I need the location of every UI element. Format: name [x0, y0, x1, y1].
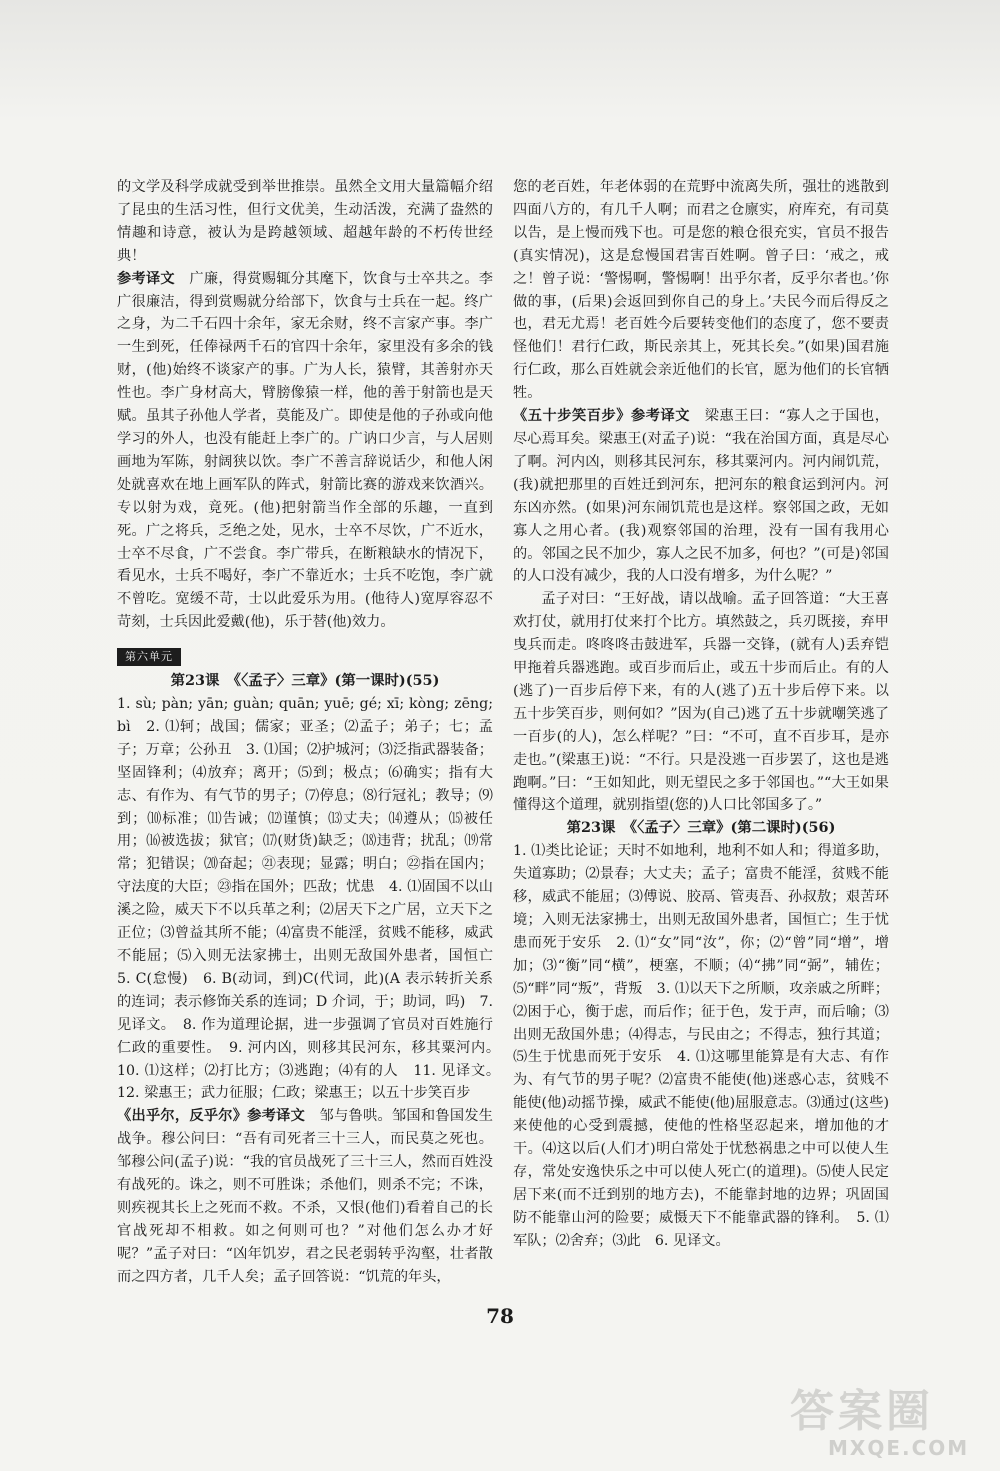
- answers-lesson-1: 1. sù; pàn; yān; guàn; quān; yuē; gé; xī; kòng; zēng; bì 2. ⑴轲；战国；儒家；亚圣；⑵孟子；弟子；七；孟子；万章；公孙丑 3. ⑴国；⑵护城河；⑶泛指武器装备；坚固锋利；⑷放弃；离开；⑸到；极点；⑹确实；指有大志、有作为、有气节的男子；⑺停息；⑻行冠礼；教导；⑼到；⑽标准；⑾告诫；⑿谨慎；⒀丈夫；⒁遵从；⒂被任用；⒃被选拔；狱官；⒄(财货)缺乏；⒅违背；扰乱；⒆常常；犯错误；⒇奋起；㉑表现；显露；明白；㉒指在国内；守法度的大臣；㉓指在国外；匹敌；忧患 4. ⑴固国不以山溪之险，威天下不以兵革之利；⑵居天下之广居，立天下之正位；⑶曾益其所不能；⑷富贵不能淫，贫贱不能移，威武不能屈；⑸入则无法家拂士，出则无敌国外患者，国恒亡 5. C(怠慢) 6. B(动词，到)C(代词，此)(A 表示转折关系的连词；表示修饰关系的连词；D 介词，于；助词，吗) 7. 见译文。 8. 作为道理论据，进一步强调了官员对百姓施行仁政的重要性。 9. 河内凶，则移其民河东，移其粟河内。 10. ⑴这样；⑵打比方；⑶逃跑；⑷有的人 11. 见译文。 12. 梁惠王；武力征服；仁政；梁惠王；以五十步笑百步: [117, 696, 508, 1102]
- translation-label: 《五十步笑百步》参考译文: [513, 408, 690, 425]
- translation-li-guang: [117, 268, 493, 635]
- unit-badge: 第六单元: [117, 648, 181, 666]
- translation-chu-hu-er: [117, 1105, 493, 1288]
- intro-paragraph: 的文学及科学成就受到举世推崇。虽然全文用大量篇幅介绍了昆虫的生活习性，但行文优美，生动活泼，充满了盎然的情趣和诗意，被认为是跨越领域、超越年龄的不朽传世经典！: [117, 179, 493, 264]
- translation-text: 邹与鲁哄。邹国和鲁国发生战争。穆公问曰：“吾有司死者三十三人，而民莫之死也。邹穆公问(孟子)说：“我的官员战死了三十三人，然而百姓没有战死的。诛之，则不可胜诛；杀他们，则杀不完；不诛，则疾视其长上之死而不救。不杀，又恨(他们)看着自己的长官战死却不相救。如之何则可也？”对他们怎么办才好呢？”孟子对曰：“凶年饥岁，君之民老弱转乎沟壑，壮者散而之四方者，几千人矣；孟子回答说：“饥荒的年头，: [117, 1108, 493, 1285]
- translation-continued: 您的老百姓，年老体弱的在荒野中流离失所，强壮的逃散到四面八方的，有几千人啊；而君之仓廪实，府库充，有司莫以告，是上慢而残下也。可是您的粮仓很充实，官员不报告(真实情况)，这是怠慢国君害百姓啊。曾子曰：‘戒之，戒之！曾子说：‘警惕啊，警惕啊！出乎尔者，反乎尔者也。’你做的事，(后果)会返回到你自己的身上。’夫民今而后得反之也，君无尤焉！老百姓今后要转变他们的态度了，您不要责怪他们！君行仁政，斯民亲其上，死其长矣。”(如果)国君施行仁政，那么百姓就会亲近他们的长官，愿为他们的长官牺牲。: [513, 179, 889, 402]
- translation-fifty-steps-2: 孟子对曰：“王好战，请以战喻。孟子回答道：“大王喜欢打仗，就用打仗来打个比方。填然鼓之，兵刃既接，弃甲曳兵而走。咚咚咚击鼓进军，兵器一交锋，(就有人)丢弃铠甲拖着兵器逃跑。或百步而后止，或五十步而后止。有的人(逃了)一百步后停下来，有的人(逃了)五十步后停下来。以五十步笑百步，则何如？”因为(自己)逃了五十步就嘲笑逃了一百步(的人)，怎么样呢？”曰：“不可，直不百步耳，是亦走也。”(梁惠王)说：“不行。只是没逃一百步罢了，这也是逃跑啊。”曰：“王如知此，则无望民之多于邻国也。”“大王如果懂得这个道理，就别指望(您的)人口比邻国多了。”: [513, 591, 889, 814]
- translation-label: 《出乎尔，反乎尔》参考译文: [117, 1108, 306, 1125]
- watermark-text: 答案圈: [790, 1386, 934, 1437]
- answers-lesson-2: 1. ⑴类比论证；天时不如地利，地利不如人和；得道多助，失道寡助；⑵景春；大丈夫；孟子；富贵不能淫，贫贱不能移，威武不能屈；⑶傅说、胶鬲、管夷吾、孙叔敖；艰苦环境；入则无法家拂士，出则无敌国外患者，国恒亡；生于忧患而死于安乐 2. ⑴“女”同“汝”，你；⑵“曾”同“增”，增加；⑶“衡”同“横”，梗塞，不顺；⑷“拂”同“弼”，辅佐；⑸“畔”同“叛”，背叛 3. ⑴以天下之所顺，攻亲戚之所畔；⑵困于心，衡于虑，而后作；征于色，发于声，而后喻；⑶出则无敌国外患；⑷得志，与民由之；不得志，独行其道；⑸生于忧患而死于安乐 4. ⑴这哪里能算是有大志、有作为、有气节的男子呢？⑵富贵不能使(他)迷惑心志，贫贱不能使(他)动摇节操，威武不能使(他)屈服意志。⑶通过(这些)来使他的心受到震撼，使他的性格坚忍起来，增加他的才干。⑷这以后(人们才)明白常处于忧愁祸患之中可以使人生存，常处安逸快乐之中可以使人死亡(的道理)。⑸使人民定居下来(而不迁到别的地方去)，不能靠封地的边界；巩固国防不能靠山河的险要；威慑天下不能靠武器的锋利。 5. ⑴军队；⑵舍弃；⑶此 6. 见译文。: [513, 843, 889, 1249]
- lesson-heading-2: 第23课 《〈孟子〉三章》(第二课时)(56): [566, 819, 836, 837]
- page-number: 78: [486, 1304, 514, 1328]
- translation-text: 梁惠王曰：“寡人之于国也，尽心焉耳矣。梁惠王(对孟子)说：“我在治国方面，真是尽心了啊。河内凶，则移其民河东，移其粟河内。河内闹饥荒，(我)就把那里的百姓迁到河东，把河东的粮食运到河内。河东凶亦然。(如果)河东闹饥荒也是这样。察邻国之政，无如寡人之用心者。(我)观察邻国的治理，没有一国有我用心的。邻国之民不加少，寡人之民不加多，何也？”(可是)邻国的人口没有减少，我的人口没有增多，为什么呢？”: [513, 408, 889, 585]
- lesson-heading-1: 第23课 《〈孟子〉三章》(第一课时)(55): [170, 672, 440, 690]
- translation-label: 参考译文: [117, 270, 175, 287]
- right-column: [513, 176, 889, 1253]
- left-column: [117, 176, 508, 1289]
- watermark-logo: [790, 1388, 990, 1468]
- translation-fifty-steps: [513, 405, 889, 588]
- translation-text: 广廉，得赏赐辄分其麾下，饮食与士卒共之。李广很廉洁，得到赏赐就分给部下，饮食与士兵在一起。终广之身，为二千石四十余年，家无余财，终不言家产事。李广一生到死，任俸禄两千石的官四十余年，家里没有多余的钱财，(他)始终不谈家产的事。广为人长，猿臂，其善射亦天性也。李广身材高大，臂膀像猿一样，他的善于射箭也是天赋。虽其子孙他人学者，莫能及广。即使是他的子孙或向他学习的外人，也没有能赶上李广的。广讷口少言，与人居则画地为军陈，射阔狭以饮。李广不善言辞说话少，和他人闲处就喜欢在地上画军队的阵式，射箭比赛的游戏来饮酒兴。专以射为戏，竟死。(他)把射箭当作全部的乐趣，一直到死。广之将兵，乏绝之处，见水，士卒不尽饮，广不近水，士卒不尽食，广不尝食。李广带兵，在断粮缺水的情况下，看见水，士兵不喝好，李广不靠近水；士兵不吃饱，李广就不曾吃。宽缓不苛，士以此爱乐为用。(他待人)宽厚容忍不苛刻，士兵因此爱戴(他)，乐于替(他)效力。: [117, 270, 493, 631]
- watermark-url: MXQE.COM: [828, 1436, 970, 1460]
